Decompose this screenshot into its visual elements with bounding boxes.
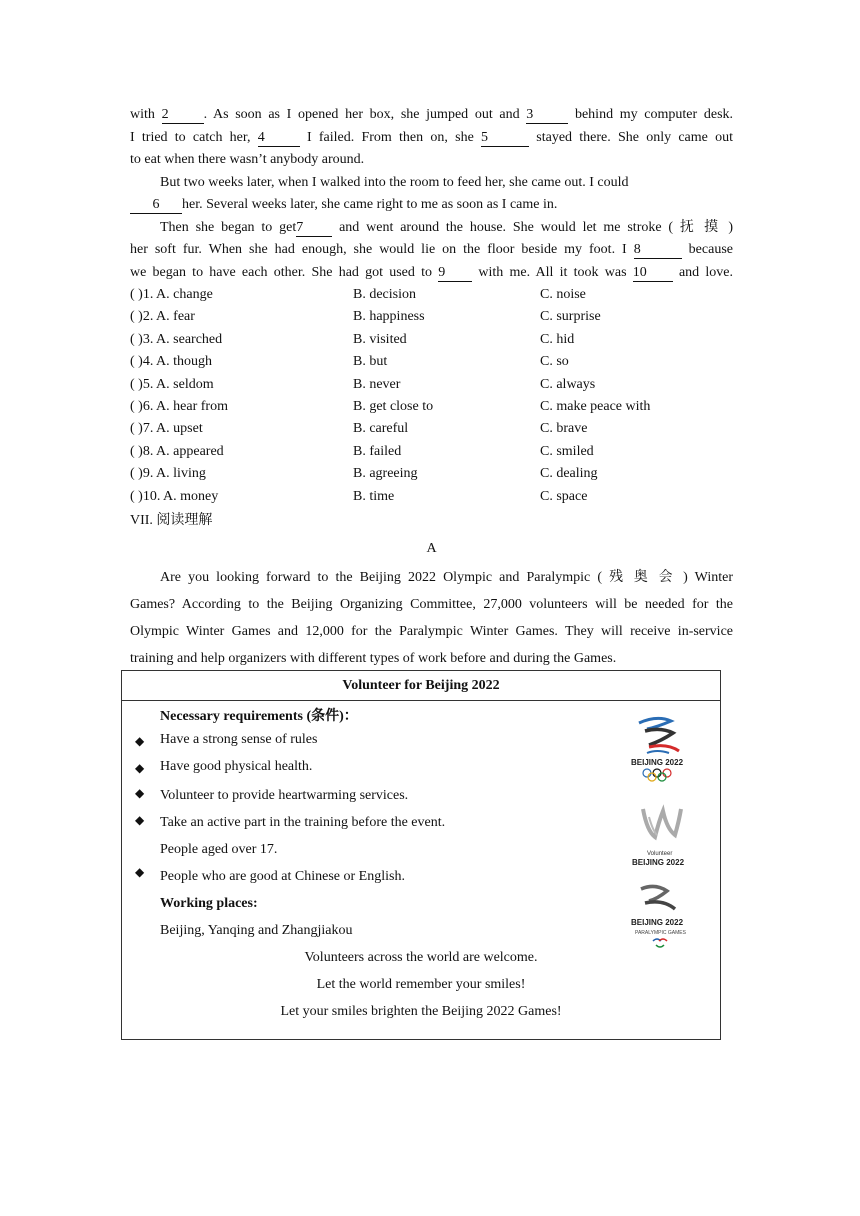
- option-c: C. always: [540, 376, 596, 392]
- passage-line: [130, 127, 733, 150]
- blank-3: 3: [526, 107, 568, 124]
- options-list: [130, 284, 733, 508]
- option-b: B. failed: [353, 443, 402, 459]
- option-b: B. never: [353, 376, 401, 392]
- option-row: [130, 418, 733, 440]
- requirements-heading: Necessary requirements (条件)：: [160, 709, 358, 724]
- option-c: C. noise: [540, 287, 586, 302]
- diamond-bullet-icon: ◆: [135, 786, 145, 800]
- blank-6: 6: [130, 197, 182, 214]
- option-a: ( )2. A. fear: [130, 309, 195, 325]
- option-c: C. hid: [540, 331, 575, 347]
- blank-8: 8: [634, 242, 682, 259]
- box-title: Volunteer for Beijing 2022: [122, 671, 720, 701]
- passage-line: to eat when there wasn’t anybody around.: [130, 152, 365, 167]
- option-a: ( )8. A. appeared: [130, 443, 224, 459]
- closing-line: Volunteers across the world are welcome.: [304, 950, 538, 965]
- option-c: C. so: [540, 354, 569, 370]
- option-b: B. decision: [353, 287, 416, 302]
- blank-4: 4: [258, 130, 300, 147]
- option-row: [130, 306, 733, 328]
- paralympic-emblem-text: BEIJING 2022: [631, 918, 684, 927]
- paralympic-emblem-logo: [627, 879, 693, 959]
- option-row: [130, 329, 733, 351]
- passage-text: because: [681, 242, 733, 257]
- passage-text: . As soon as I opened her box, she jumped out and: [203, 107, 527, 122]
- option-a: ( )10. A. money: [130, 488, 219, 504]
- requirement-item: Take an active part in the training before the event.: [160, 815, 446, 830]
- option-a: ( )9. A. living: [130, 466, 206, 482]
- passage-text: stayed there. She only came out: [529, 129, 733, 145]
- reading-line: training and help organizers with different types of work before and during the Games.: [130, 650, 617, 666]
- blank-9: 9: [438, 265, 472, 282]
- paralympic-emblem-subtext: PARALYMPIC GAMES: [635, 930, 686, 936]
- volunteer-box: [121, 670, 721, 1040]
- blank-10: 10: [633, 265, 673, 282]
- passage-text: Then she began to get: [160, 219, 297, 235]
- option-c: C. space: [540, 488, 588, 504]
- passage-text: with me. All it took was: [472, 264, 633, 280]
- diamond-bullet-icon: ◆: [135, 761, 145, 775]
- option-c: C. brave: [540, 421, 588, 437]
- option-b: B. happiness: [353, 309, 425, 325]
- option-a: ( )3. A. searched: [130, 331, 223, 347]
- option-row: [130, 441, 733, 463]
- requirement-item: People who are good at Chinese or English.: [160, 869, 405, 884]
- reading-line: Are you looking forward to the Beijing 2022 Olympic and Paralympic ( 残 奥 会 ) Winter: [160, 569, 733, 585]
- option-b: B. but: [353, 354, 388, 370]
- requirement-item: Have a strong sense of rules: [160, 732, 318, 747]
- closing-line: Let your smiles brighten the Beijing 2022 Games!: [280, 1004, 562, 1019]
- passage-text: her. Several weeks later, she came right to me as soon as I came in.: [182, 197, 558, 212]
- option-row: [130, 463, 733, 485]
- volunteer-emblem-logo: [627, 801, 693, 871]
- cloze-passage: [130, 104, 733, 672]
- passage-line: [130, 194, 733, 217]
- diamond-bullet-icon: ◆: [135, 734, 145, 748]
- passage-line: [130, 217, 733, 240]
- olympic-emblem-logo: [627, 713, 693, 785]
- reading-line: Games? According to the Beijing Organizing Committee, 27,000 volunteers will be needed for the: [130, 596, 733, 612]
- requirement-item: Have good physical health.: [160, 759, 313, 774]
- option-row: [130, 351, 733, 373]
- blank-2: 2: [162, 107, 204, 124]
- passage-line: But two weeks later, when I walked into the room to feed her, she came out. I could: [160, 174, 629, 190]
- option-b: B. agreeing: [353, 466, 418, 482]
- option-c: C. make peace with: [540, 398, 651, 414]
- closing-line: Let the world remember your smiles!: [316, 977, 526, 992]
- option-b: B. get close to: [353, 398, 434, 414]
- places-heading: Working places:: [160, 896, 258, 911]
- passage-text: and love.: [672, 264, 733, 280]
- diamond-bullet-icon: ◆: [135, 865, 145, 879]
- volunteer-emblem-text: BEIJING 2022: [632, 858, 685, 867]
- option-c: C. dealing: [540, 466, 598, 482]
- section-title: VII. 阅读理解: [130, 512, 213, 528]
- option-c: C. smiled: [540, 443, 594, 459]
- option-row: [130, 486, 733, 508]
- passage-line: [130, 239, 733, 262]
- passage-text: I failed. From then on, she: [299, 129, 482, 145]
- passage-text: her soft fur. When she had enough, she would lie on the floor beside my foot. I: [130, 242, 634, 257]
- passage-text: and went around the house. She would let me stroke ( 抚 摸 ): [332, 219, 733, 235]
- blank-7: 7: [296, 220, 332, 237]
- passage-text: I tried to catch her,: [130, 129, 258, 145]
- option-b: B. time: [353, 488, 395, 504]
- passage-line: [130, 262, 733, 285]
- option-a: ( )5. A. seldom: [130, 376, 214, 392]
- passage-text: behind my computer desk.: [568, 107, 734, 122]
- option-row: [130, 284, 733, 306]
- volunteer-word: Volunteer: [647, 851, 673, 857]
- requirement-item: People aged over 17.: [160, 842, 278, 857]
- option-row: [130, 396, 733, 418]
- option-a: ( )1. A. change: [130, 287, 213, 302]
- option-a: ( )6. A. hear from: [130, 398, 228, 414]
- option-a: ( )4. A. though: [130, 354, 213, 370]
- places-text: Beijing, Yanqing and Zhangjiakou: [160, 923, 353, 938]
- option-c: C. surprise: [540, 309, 601, 325]
- blank-5: 5: [481, 130, 529, 147]
- olympic-emblem-text: BEIJING 2022: [631, 758, 684, 767]
- passage-text: with: [130, 107, 162, 122]
- passage-line: [130, 104, 733, 127]
- passage-text: we began to have each other. She had got used to: [130, 264, 439, 280]
- option-b: B. careful: [353, 421, 409, 437]
- requirement-item: Volunteer to provide heartwarming services.: [160, 788, 409, 803]
- reading-line: Olympic Winter Games and 12,000 for the Paralympic Winter Games. They will receive in-service: [130, 623, 733, 639]
- diamond-bullet-icon: ◆: [135, 813, 145, 827]
- option-b: B. visited: [353, 331, 407, 347]
- option-row: [130, 374, 733, 396]
- option-a: ( )7. A. upset: [130, 421, 203, 437]
- section-letter: A: [426, 540, 437, 556]
